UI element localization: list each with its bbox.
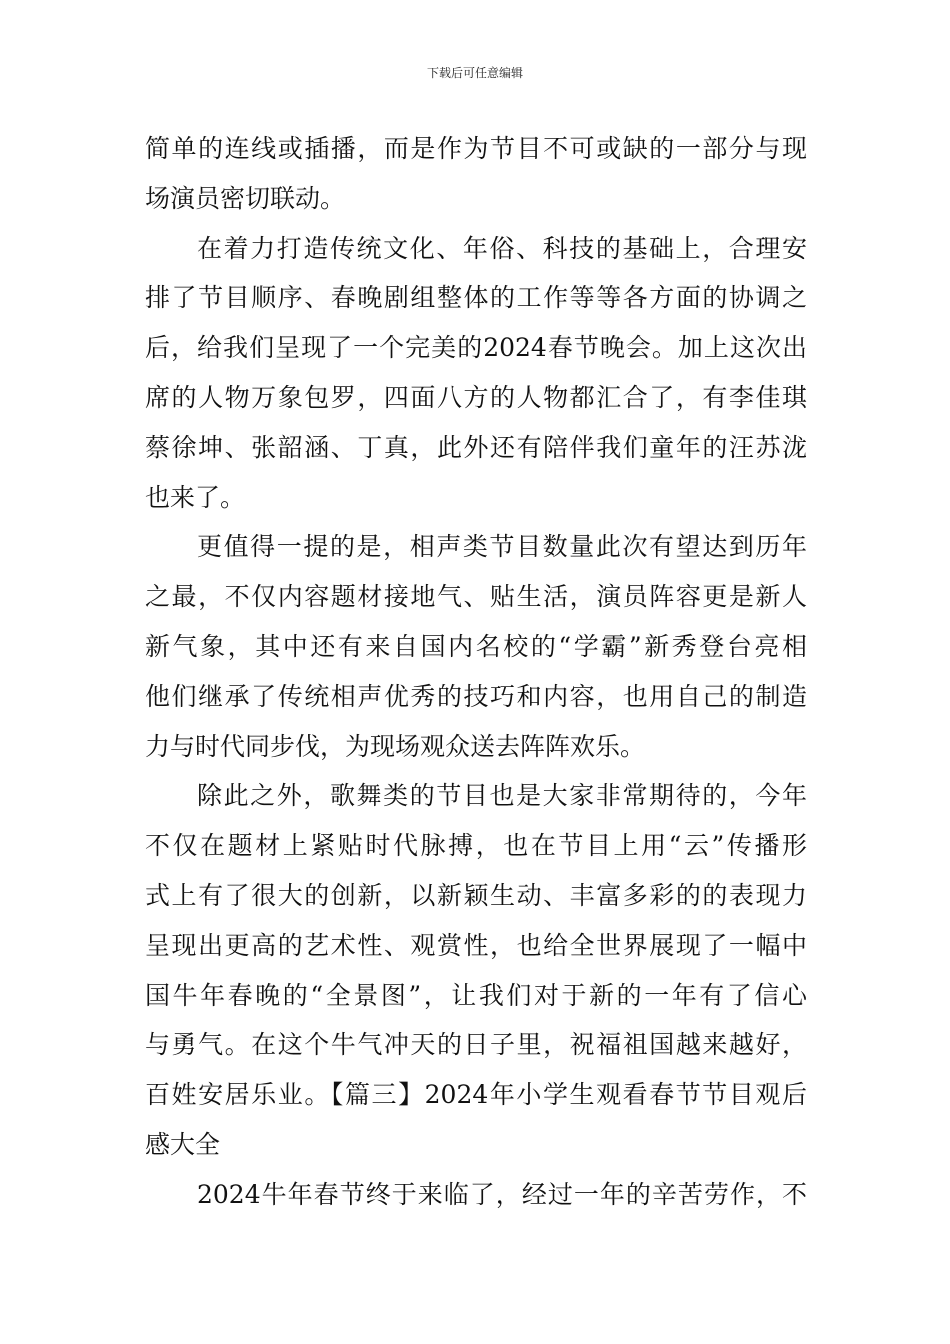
paragraph-3 xyxy=(145,522,807,771)
text-line: 国牛年春晚的“全景图”，让我们对于新的一年有了信心 xyxy=(145,980,807,1010)
text-line: 场演员密切联动。 xyxy=(145,183,346,213)
paragraph-4 xyxy=(145,771,807,1169)
text-line: 力与时代同步伐，为现场观众送去阵阵欢乐。 xyxy=(145,731,646,761)
document-body xyxy=(145,124,807,1220)
text-line: 后，给我们呈现了一个完美的2024春节晚会。加上这次出 xyxy=(145,333,807,363)
text-line: 式上有了很大的创新，以新颖生动、丰富多彩的的表现力 xyxy=(145,880,807,910)
text-line: 席的人物万象包罗，四面八方的人物都汇合了，有李佳琪 xyxy=(145,382,807,412)
text-line: 在着力打造传统文化、年俗、科技的基础上，合理安 xyxy=(197,233,807,263)
text-line: 排了节目顺序、春晚剧组整体的工作等等各方面的协调之 xyxy=(145,283,807,313)
text-line: 与勇气。在这个牛气冲天的日子里，祝福祖国越来越好， xyxy=(145,1030,807,1060)
paragraph-5 xyxy=(145,1170,807,1220)
text-line: 更值得一提的是，相声类节目数量此次有望达到历年 xyxy=(197,532,807,562)
text-line: 呈现出更高的艺术性、观赏性，也给全世界展现了一幅中 xyxy=(145,930,807,960)
text-line: 也来了。 xyxy=(145,482,246,512)
text-line: 不仅在题材上紧贴时代脉搏，也在节目上用“云”传播形 xyxy=(145,831,807,861)
text-line: 百姓安居乐业。【篇三】2024年小学生观看春节节目观后 xyxy=(145,1080,807,1110)
text-line: 2024牛年春节终于来临了，经过一年的辛苦劳作，不 xyxy=(197,1179,807,1209)
text-line: 他们继承了传统相声优秀的技巧和内容，也用自己的制造 xyxy=(145,681,807,711)
paragraph-2 xyxy=(145,224,807,523)
text-line: 除此之外，歌舞类的节目也是大家非常期待的，今年 xyxy=(197,781,807,811)
paragraph-1 xyxy=(145,124,807,224)
text-line: 新气象，其中还有来自国内名校的“学霸”新秀登台亮相 xyxy=(145,631,807,661)
text-line: 简单的连线或插播，而是作为节目不可或缺的一部分与现 xyxy=(145,134,807,163)
page-header: 下载后可任意编辑 xyxy=(426,66,523,80)
text-line: 感大全 xyxy=(145,1129,221,1159)
text-line: 之最，不仅内容题材接地气、贴生活，演员阵容更是新人 xyxy=(145,582,807,612)
text-line: 蔡徐坤、张韶涵、丁真，此外还有陪伴我们童年的汪苏泷 xyxy=(145,432,807,462)
